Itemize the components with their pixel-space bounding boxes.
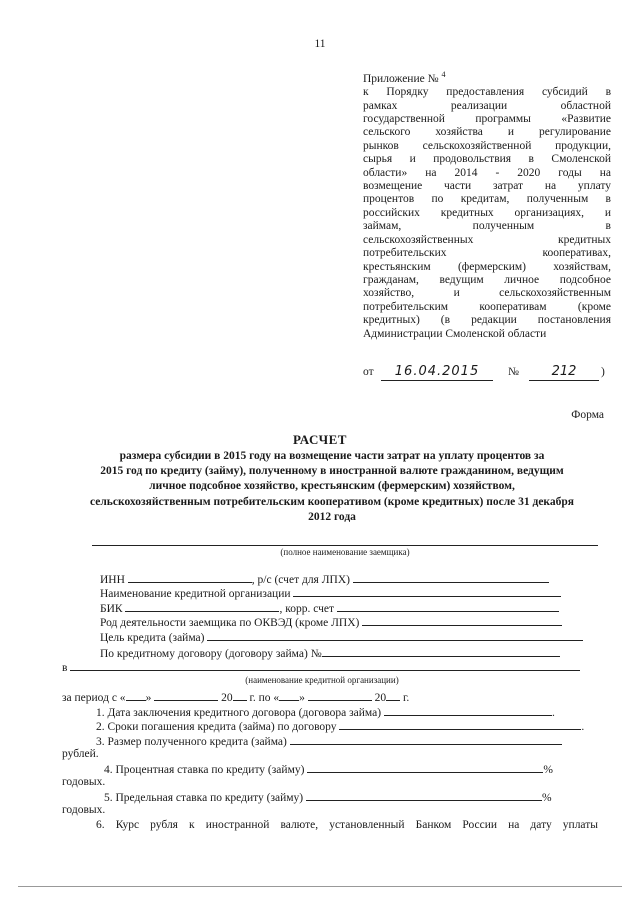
annex-line: рынков сельскохозяйственной продукции,	[363, 139, 611, 152]
borrower-caption: (полное наименование заемщика)	[280, 547, 410, 557]
heading-line: размера субсидии в 2015 году на возмещение части затрат на уплату процентов за	[119, 450, 545, 462]
item-2-end: .	[581, 721, 585, 733]
annex-line: сельского хозяйства и регулирование	[363, 126, 611, 139]
sign-paren: )	[601, 366, 605, 378]
annex-line: потребительских кооперативах,	[363, 247, 611, 260]
okved-field[interactable]	[362, 615, 562, 626]
annex-last-line: Администрации Смоленской области	[363, 327, 547, 340]
signature-line	[363, 364, 611, 382]
heading-line: 2012 года	[308, 510, 356, 523]
annex-line: к Порядку предоставления субсидий в	[363, 86, 611, 99]
borrower-name-line[interactable]	[92, 545, 598, 546]
annex-line: гражданам, ведущим личное подсобное	[363, 273, 611, 286]
document-heading: РАСЧЕТ	[293, 432, 347, 447]
item-5-row	[104, 790, 552, 804]
bank-field[interactable]	[70, 660, 580, 671]
annex-line: области» на 2014 - 2020 годы на	[363, 166, 611, 179]
annex-title-text: Приложение №	[363, 72, 442, 85]
period-to-label: г. по «	[249, 692, 280, 704]
annex-line: кредитных) (в редакции постановления	[363, 314, 611, 327]
okved-row	[100, 615, 562, 629]
period-year-2: 20	[374, 692, 387, 704]
item-1-row	[96, 705, 555, 719]
annex-line: государственной программы «Развитие	[363, 113, 611, 126]
item-2-row	[96, 719, 584, 733]
annex-line: российских кредитных организациях, и	[363, 206, 611, 219]
period-quote-2: »	[299, 692, 305, 704]
annex-text	[363, 86, 611, 327]
period-from-label: за период с «	[62, 692, 126, 704]
sign-number: 212	[529, 364, 599, 381]
inn-label: ИНН	[100, 574, 125, 586]
corr-label: , корр. счет	[279, 603, 335, 615]
contract-field[interactable]	[322, 646, 560, 657]
inn-row	[100, 572, 549, 586]
item-1-field[interactable]	[384, 705, 552, 716]
contract-row	[100, 646, 560, 660]
account-field[interactable]	[353, 572, 549, 583]
period-to-day[interactable]	[279, 690, 299, 701]
heading-line: сельскохозяйственным потребительским кооперативом (кроме кредитных) после 31 декабря	[90, 495, 574, 508]
purpose-row	[100, 630, 583, 644]
sign-ot: от	[363, 366, 374, 378]
item-1-label: 1. Дата заключения кредитного договора (договора займа)	[96, 707, 382, 719]
credit-org-caption: (наименование кредитной организации)	[245, 675, 399, 685]
period-from-day[interactable]	[126, 690, 146, 701]
annex-line: займам, полученным в	[363, 220, 611, 233]
period-row	[62, 690, 409, 704]
heading-line: личное подсобное хозяйство, крестьянским (фермерским) хозяйством,	[149, 480, 515, 493]
item-3-label: 3. Размер полученного кредита (займа)	[96, 736, 287, 748]
item-2-label: 2. Сроки погашения кредита (займа) по договору	[96, 721, 337, 733]
period-year-1: 20	[221, 692, 233, 704]
annex-line: сырья и продовольствия в Смоленской	[363, 153, 611, 166]
sign-no: №	[508, 366, 519, 378]
credit-org-row	[100, 586, 561, 600]
annex-line: хозяйство, и сельскохозяйственным	[363, 287, 611, 300]
bank-row	[62, 660, 580, 674]
item-4-row	[104, 762, 553, 776]
annex-line: потребительским кооперативам (кроме	[363, 300, 611, 313]
bik-field[interactable]	[125, 601, 279, 612]
item-5-field[interactable]	[306, 790, 542, 801]
v-label: в	[62, 662, 68, 674]
annex-line: сельскохозяйственных кредитных	[363, 233, 611, 246]
annex-line: рамках реализации областной	[363, 99, 611, 112]
page-bottom-rule	[18, 886, 622, 887]
item-4-cont: годовых.	[62, 776, 106, 788]
annex-block	[363, 68, 611, 341]
item-4-pct: %	[543, 764, 553, 776]
purpose-field[interactable]	[207, 630, 583, 641]
item-2-field[interactable]	[339, 719, 581, 730]
okved-label: Род деятельности заемщика по ОКВЭД (кроме ЛПХ)	[100, 617, 360, 629]
credit-org-label: Наименование кредитной организации	[100, 588, 291, 600]
sign-date: 16.04.2015	[381, 364, 493, 381]
item-3-row	[96, 734, 562, 748]
inn-field[interactable]	[128, 572, 252, 583]
annex-title-sup: 4	[441, 70, 446, 79]
period-from-year[interactable]	[233, 690, 247, 701]
annex-line: возмещение части затрат на уплату	[363, 180, 611, 193]
annex-line: крестьянским (фермерским) хозяйствам,	[363, 260, 611, 273]
form-label: Форма	[571, 409, 604, 421]
period-to-month[interactable]	[308, 690, 372, 701]
bik-row	[100, 601, 559, 615]
heading-line: 2015 год по кредиту (займу), полученному в иностранной валюте гражданином, ведущим	[100, 465, 564, 478]
account-label: , р/с (счет для ЛПХ)	[251, 574, 350, 586]
document-subheading	[58, 449, 606, 525]
purpose-label: Цель кредита (займа)	[100, 632, 205, 644]
credit-org-field[interactable]	[293, 586, 561, 597]
contract-label: По кредитному договору (договору займа) №	[100, 648, 322, 660]
item-5-pct: %	[542, 792, 552, 804]
page-number: 11	[314, 38, 326, 50]
annex-line: процентов по кредитам, полученным в	[363, 193, 611, 206]
bik-label: БИК	[100, 603, 123, 615]
period-quote-1: »	[145, 692, 152, 704]
item-6-row: 6. Курс рубля к иностранной валюте, установленный Банком России на дату уплаты	[96, 819, 598, 831]
annex-title	[363, 68, 611, 86]
corr-field[interactable]	[337, 601, 559, 612]
item-4-field[interactable]	[307, 762, 543, 773]
item-1-end: .	[551, 707, 555, 719]
item-3-cont: рублей.	[62, 748, 99, 760]
item-3-field[interactable]	[290, 734, 562, 745]
item-4-label: 4. Процентная ставка по кредиту (займу)	[104, 764, 305, 776]
item-5-cont: годовых.	[62, 804, 106, 816]
period-from-month[interactable]	[154, 690, 218, 701]
item-5-label: 5. Предельная ставка по кредиту (займу)	[104, 792, 304, 804]
period-to-year[interactable]	[386, 690, 400, 701]
period-g: г.	[403, 692, 410, 704]
